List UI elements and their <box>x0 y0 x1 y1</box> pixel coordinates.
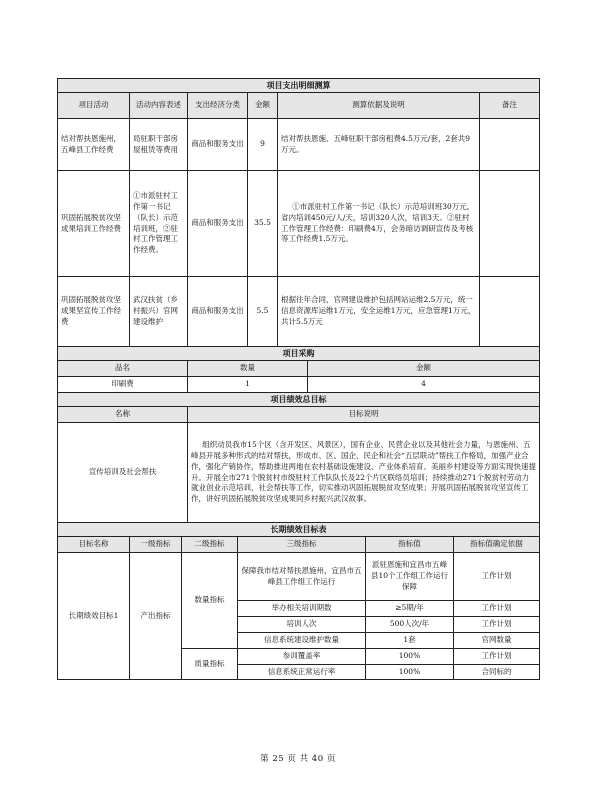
header-cell: 目标说明 <box>188 407 540 423</box>
item-amount-cell: 4 <box>308 377 540 393</box>
basis-cell: 工作计划 <box>454 648 540 664</box>
procurement-table <box>57 346 540 393</box>
header-cell: 二级指标 <box>182 537 238 553</box>
long-term-goal-table <box>57 522 540 680</box>
goal-name-cell: 长期绩效目标1 <box>58 553 130 680</box>
item-name-cell: 印刷费 <box>58 377 188 393</box>
header-cell: 备注 <box>480 93 540 119</box>
basis-cell: 结对帮扶恩施、五峰驻职干部房租费4.5万元/套，2套共9万元。 <box>278 119 480 171</box>
basis-cell: 工作计划 <box>454 616 540 632</box>
table-row <box>58 423 540 523</box>
table-header-row <box>58 361 540 377</box>
remark-cell <box>480 119 540 171</box>
content-cell: ①市派驻村工作第一书记（队长）示范培训班，②驻村工作管理工作经费。 <box>130 171 188 277</box>
level2-cell: 数量指标 <box>182 553 238 649</box>
table-header-row <box>58 93 540 119</box>
value-cell: 派驻恩施和宜昌市五峰县10个工作组工作运行保障 <box>366 553 454 601</box>
basis-cell: 官网数量 <box>454 632 540 648</box>
table-header-row <box>58 407 540 423</box>
value-cell: 100% <box>366 664 454 680</box>
table-row <box>58 171 540 277</box>
header-cell: 项目活动 <box>58 93 130 119</box>
level3-cell: 保障我市结对帮扶恩施州，宜昌市五峰县工作组工作运行 <box>238 553 366 601</box>
amount-cell: 35.5 <box>248 171 278 277</box>
value-cell: 500人次/年 <box>366 616 454 632</box>
section-title-row <box>58 523 540 537</box>
goal-description-cell: 组织动员我市15个区（含开发区、风景区），国有企业、民营企业以及其他社会力量，与恩施州、五峰县开展多种形式的结对帮扶，形成市、区、国企、民企和社会“五层联动”帮扶工作格局，加强产业合作，强化产销协作，帮助推进两地在农村基础设施建设、产业体系培育、美丽乡村建设等方面实现快速提升。开展全市271个脱贫村市级驻村工作队队长及22个片区联络员培训；持续推动271个脱贫村劳动力就业创业示范培训，社会帮扶等工作，切实推动巩固拓展脱贫攻坚成果；开展巩固拓展脱贫攻坚宣传工作，讲好巩固拓展脱贫攻坚成果同乡村振兴武汉故事。 <box>188 423 540 523</box>
page-number: 第 25 页 共 40 页 <box>260 754 336 764</box>
table-row <box>58 553 540 601</box>
item-qty-cell: 1 <box>188 377 308 393</box>
amount-cell: 9 <box>248 119 278 171</box>
level3-cell: 举办相关培训期数 <box>238 601 366 617</box>
section-title: 项目支出明细测算 <box>58 79 540 93</box>
value-cell: 1套 <box>366 632 454 648</box>
basis-cell: ①市派驻村工作第一书记（队长）示范培训班30万元，省内培训450元/人/天，培训320人次，培训3天。②驻村工作管理工作经费：印刷费4万，会务暗访调研宣传及考核等工作经费1.5万元。 <box>278 171 480 277</box>
header-cell: 金额 <box>308 361 540 377</box>
basis-cell: 合同标的 <box>454 664 540 680</box>
activity-cell: 巩固拓展脱贫攻坚成果培训工作经费 <box>58 171 130 277</box>
amount-cell: 5.5 <box>248 277 278 347</box>
goal-name-cell: 宣传培训及社会帮扶 <box>58 423 188 523</box>
section-title: 项目绩效总目标 <box>58 393 540 407</box>
header-cell: 活动内容表述 <box>130 93 188 119</box>
header-cell: 测算依据及说明 <box>278 93 480 119</box>
level3-cell: 参训覆盖率 <box>238 648 366 664</box>
section-title-row <box>58 347 540 361</box>
level1-cell: 产出指标 <box>130 553 182 680</box>
table-row <box>58 119 540 171</box>
category-cell: 商品和服务支出 <box>188 171 248 277</box>
section-title-row <box>58 393 540 407</box>
header-cell: 指标值确定依据 <box>454 537 540 553</box>
header-cell: 支出经济分类 <box>188 93 248 119</box>
document-page <box>57 78 539 680</box>
remark-cell <box>480 171 540 277</box>
level3-cell: 培训人次 <box>238 616 366 632</box>
basis-cell: 工作计划 <box>454 553 540 601</box>
table-header-row <box>58 537 540 553</box>
table-row <box>58 277 540 347</box>
header-cell: 目标名称 <box>58 537 130 553</box>
basis-cell: 工作计划 <box>454 601 540 617</box>
level2-cell: 质量指标 <box>182 648 238 680</box>
header-cell: 数量 <box>188 361 308 377</box>
section-title: 长期绩效目标表 <box>58 523 540 537</box>
header-cell: 一级指标 <box>130 537 182 553</box>
category-cell: 商品和服务支出 <box>188 119 248 171</box>
activity-cell: 结对帮扶恩施州，五峰县工作经费 <box>58 119 130 171</box>
section-title: 项目采购 <box>58 347 540 361</box>
category-cell: 商品和服务支出 <box>188 277 248 347</box>
level3-cell: 信息系统建设维护数量 <box>238 632 366 648</box>
header-cell: 金额 <box>248 93 278 119</box>
header-cell: 名称 <box>58 407 188 423</box>
section-title-row <box>58 79 540 93</box>
performance-goal-table <box>57 392 540 523</box>
header-cell: 三级指标 <box>238 537 366 553</box>
table-row <box>58 377 540 393</box>
remark-cell <box>480 277 540 347</box>
header-cell: 指标值 <box>366 537 454 553</box>
content-cell: 武汉扶贫（乡村振兴）官网建设维护 <box>130 277 188 347</box>
expense-detail-table <box>57 78 540 347</box>
basis-cell: 根据往年合同，官网建设维护包括网站运维2.5万元，统一信息资源库运维1万元，安全运维1万元，应急管理1万元，共计5.5万元 <box>278 277 480 347</box>
content-cell: 局驻职干部房屋租赁等费用 <box>130 119 188 171</box>
level3-cell: 信息系统正常运行率 <box>238 664 366 680</box>
value-cell: 100% <box>366 648 454 664</box>
header-cell: 品名 <box>58 361 188 377</box>
activity-cell: 巩固拓展脱贫攻坚成果坚宣传工作经费 <box>58 277 130 347</box>
value-cell: ≥5期/年 <box>366 601 454 617</box>
